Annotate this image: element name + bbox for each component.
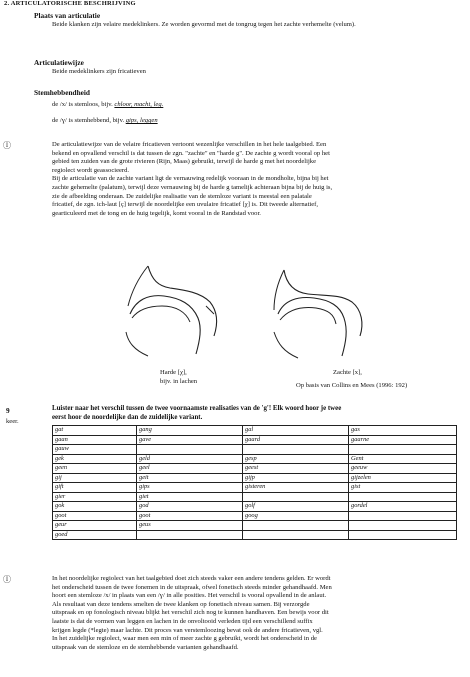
para1-line: fricatief, de zgn. ich-laut [ç] terwijl de noordelijke een uvulaire fricatief [χ] is. Dit tweede alternatief, — [52, 201, 319, 209]
table-row — [53, 435, 457, 445]
table-cell — [243, 521, 349, 531]
para1-line: Bij de articulatie van de zachte variant ligt de vernauwing redelijk vooraan in de mondholte, bijna bij het — [52, 175, 329, 183]
stem-line-2-pre: de /ɣ/ is stemhebbend, bijv. — [52, 117, 125, 124]
table-row — [53, 492, 457, 502]
info-icon: Ⓘ — [3, 141, 11, 150]
table-cell: Gent — [349, 454, 457, 464]
table-cell: geld — [137, 454, 243, 464]
section-heading: 2. ARTICULATORISCHE BESCHRIJVING — [4, 0, 136, 7]
table-cell: gas — [349, 426, 457, 436]
stem-line-1-examples: chloor, macht, leg. — [114, 101, 164, 108]
exercise-instructions — [52, 405, 467, 422]
table-cell: gaarne — [349, 435, 457, 445]
table-row — [53, 511, 457, 521]
paragraph-2 — [52, 575, 464, 652]
figure-left-subcaption — [160, 378, 197, 385]
table-cell — [349, 530, 457, 540]
stem-line-2 — [52, 117, 158, 126]
vocal-tract-hard-g-diagram — [118, 262, 228, 367]
table-cell: gier — [53, 492, 137, 502]
table-cell: goot — [137, 511, 243, 521]
para1-line: zachte gehemelte (palatum), terwijl deze vernauwing bij de harde g tamelijk achteraan bijna bij de huig is, — [52, 183, 333, 191]
table-row — [53, 502, 457, 512]
table-cell: gek — [53, 454, 137, 464]
table-cell: golf — [243, 502, 349, 512]
table-cell: geeuw — [349, 464, 457, 474]
table-cell: gaan — [53, 435, 137, 445]
table-cell: gesp — [243, 454, 349, 464]
para2-line: Als resultaat van deze tendens smelten de twee klanken op fonetisch niveau samen. Bij verzorgde — [52, 600, 310, 608]
figure-right-caption: Zachte [x], — [333, 369, 362, 376]
wijze-heading: Articulatiewijze — [34, 58, 84, 67]
table-cell — [243, 492, 349, 502]
table-row — [53, 426, 457, 436]
table-cell: gaard — [243, 435, 349, 445]
stem-line-1-pre: de /x/ is stemloos, bijv. — [52, 101, 113, 108]
table-cell — [349, 511, 457, 521]
table-cell: gok — [53, 502, 137, 512]
table-cell: gijzelen — [349, 473, 457, 483]
table-cell: goed — [53, 530, 137, 540]
table-cell — [137, 530, 243, 540]
plaats-heading: Plaats van articulatie — [34, 11, 101, 20]
table-cell: geit — [137, 473, 243, 483]
table-cell: giet — [137, 492, 243, 502]
para2-line: uitspraak en op fonologisch niveau blijkt het verschil zich nog te kunnen handhaven. Een bewijs voor dit — [52, 609, 329, 617]
table-cell: gij — [53, 473, 137, 483]
table-cell: gave — [137, 435, 243, 445]
table-cell: gang — [137, 426, 243, 436]
table-cell: gat — [53, 426, 137, 436]
table-cell: geur — [53, 521, 137, 531]
para1-line: gearticuleerd met de tong en de huig tegelijk, komt vooral in de Randstad voor. — [52, 209, 261, 217]
para2-line: In het zuidelijke regiolect, waar men een min of meer zachte g gebruikt, wordt het onderscheid in de — [52, 635, 317, 643]
table-cell — [349, 521, 457, 531]
para2-line: krijgen legde (*legte) maar lachte. Dit proces van verstemloozing bevat ook de andere fricatieven, vgl. — [52, 626, 323, 634]
para1-line: zie de afbeelding onderaan. De zuidelijke realisatie van de stemloze variant is meestal een palatale — [52, 192, 312, 200]
table-cell — [243, 530, 349, 540]
vocal-tract-soft-g-diagram — [270, 262, 380, 367]
info-icon: Ⓘ — [3, 575, 11, 584]
table-cell: gijp — [243, 473, 349, 483]
stem-line-2-examples: gips, leggen — [125, 117, 158, 124]
table-row — [53, 530, 457, 540]
exercise-instructions-line: Luister naar het verschil tussen de twee voornaamste realisaties van de 'g'! Elk woord hoor je twee — [52, 405, 342, 412]
table-cell — [243, 445, 349, 455]
table-cell: gist — [349, 483, 457, 493]
table-row — [53, 464, 457, 474]
table-cell: geen — [53, 464, 137, 474]
table-cell: gips — [137, 483, 243, 493]
table-cell: geest — [243, 464, 349, 474]
table-cell: geel — [137, 464, 243, 474]
table-row — [53, 454, 457, 464]
para1-line: bekend en opvallend verschil is dat tussen de zgn. "zachte" en "harde g". De zachte g wordt vooral op het — [52, 149, 330, 157]
word-table — [52, 425, 457, 540]
stem-line-1 — [52, 101, 163, 110]
wijze-text: Beide medeklinkers zijn fricatieven — [52, 68, 146, 75]
table-row — [53, 445, 457, 455]
table-cell: gal — [243, 426, 349, 436]
para1-line: regiolect wordt geassocieerd. — [52, 166, 130, 174]
para2-line: laatste is dat de vormen van leggen en lachen in de onvoltooid verleden tijd een verschillend suffix — [52, 617, 313, 625]
table-row — [53, 473, 457, 483]
word-table-grid — [52, 425, 457, 540]
table-cell: goot — [53, 511, 137, 521]
exercise-number: 9 — [6, 406, 10, 415]
para2-line: het onderscheid tussen de twee fonemen in de uitspraak, ofwel fonetisch steeds minder gehandhaafd. Men — [52, 583, 332, 591]
para2-line: hoort een stemloze /x/ in plaats van een /ɣ/ in alle posities. Het verschil is vooral opvallend in de anlaut. — [52, 592, 327, 600]
exercise-instructions-line: eerst hoor de noordelijke dan de zuidelijke variant. — [52, 413, 203, 421]
table-cell: gordel — [349, 502, 457, 512]
table-cell: gisteren — [243, 483, 349, 493]
para2-line: uitspraak van de stemloze en de stemhebbende varianten gehandhaafd. — [52, 643, 239, 651]
figure-left-caption: Harde [χ], — [160, 369, 187, 376]
table-cell: gift — [53, 483, 137, 493]
table-cell — [349, 445, 457, 455]
table-cell: gauw — [53, 445, 137, 455]
table-row — [53, 483, 457, 493]
para2-line: In het noordelijke regiolect van het taalgebied doet zich steeds vaker een andere tendens gelden. Er wordt — [52, 575, 331, 582]
table-cell: god — [137, 502, 243, 512]
figure-left-subcaption-text: bijv. in lachen — [160, 378, 198, 385]
table-row — [53, 521, 457, 531]
exercise-margin-word: keer. — [6, 418, 19, 425]
table-cell — [137, 445, 243, 455]
figure-source: Op basis van Collins en Mees (1996: 192) — [296, 382, 408, 389]
paragraph-1 — [52, 141, 462, 218]
para1-line: De articulatiewijze van de velaire fricatieven vertoont wezenlijke verschillen in het hele taalgebied. Een — [52, 141, 327, 148]
table-cell: goog — [243, 511, 349, 521]
plaats-text: Beide klanken zijn velaire medeklinkers. Ze worden gevormd met de tongrug tegen het zachte verhemelte (velum). — [52, 21, 356, 28]
para1-line: gebied ten zuiden van de grote rivieren (Rijn, Maas) gebruikt, terwijl de harde g met het noordelijke — [52, 158, 317, 166]
stem-heading: Stemhebbendheid — [34, 88, 90, 97]
table-cell: geus — [137, 521, 243, 531]
table-cell — [349, 492, 457, 502]
